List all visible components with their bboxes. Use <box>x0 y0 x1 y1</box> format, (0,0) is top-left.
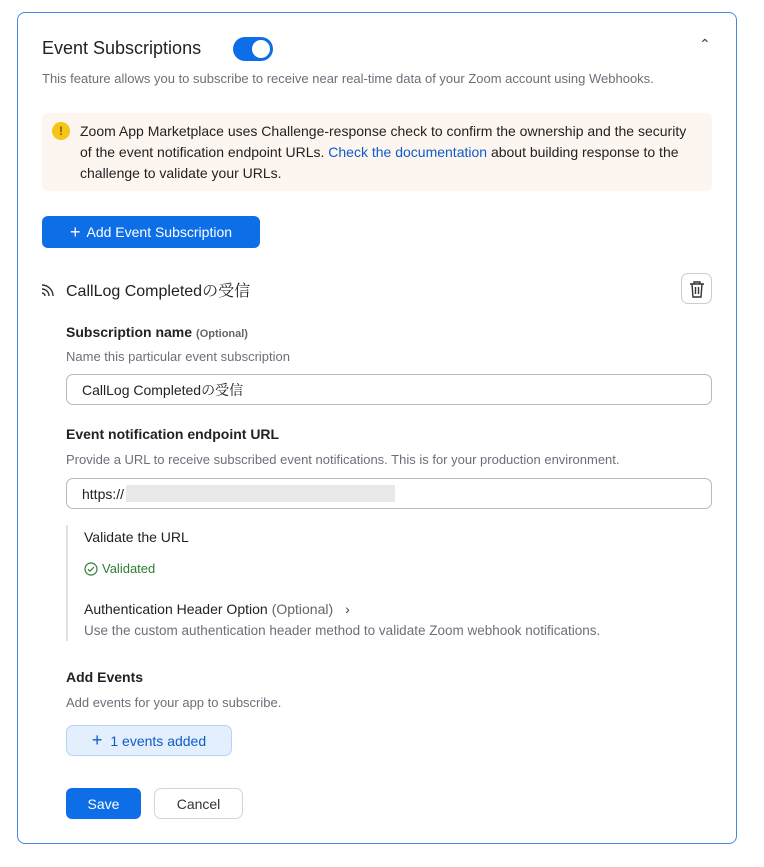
section-description: This feature allows you to subscribe to receive near real-time data of your Zoom account using Webhooks. <box>42 71 654 86</box>
auth-header-label: Authentication Header Option <box>84 601 268 617</box>
auth-optional-tag: (Optional) <box>271 601 334 617</box>
add-event-subscription-button[interactable] <box>42 216 260 248</box>
endpoint-url-label: Event notification endpoint URL <box>66 426 280 442</box>
collapse-chevron-up-icon[interactable]: ⌃ <box>699 36 711 52</box>
validate-url-label: Validate the URL <box>84 529 189 545</box>
optional-tag: (Optional) <box>196 328 248 340</box>
webhook-feed-icon <box>40 279 59 303</box>
add-event-subscription-label: Add Event Subscription <box>86 224 233 240</box>
validation-divider <box>66 525 68 641</box>
check-circle-icon <box>84 562 98 576</box>
chevron-right-icon: › <box>345 601 350 617</box>
endpoint-url-help: Provide a URL to receive subscribed event notifications. This is for your production environment. <box>66 452 620 467</box>
event-subscriptions-toggle[interactable] <box>233 37 273 61</box>
subscription-name-label-text: Subscription name <box>66 324 193 340</box>
alert-text <box>80 121 700 184</box>
validated-text: Validated <box>102 561 156 576</box>
auth-header-option-toggle[interactable] <box>84 601 350 617</box>
add-events-label: Add Events <box>66 669 144 685</box>
endpoint-url-value: https:// <box>82 485 125 502</box>
subscription-name-input[interactable] <box>66 374 712 405</box>
redacted-url <box>126 485 395 502</box>
add-events-help: Add events for your app to subscribe. <box>66 695 282 710</box>
challenge-response-alert <box>42 113 712 191</box>
trash-icon <box>689 280 705 298</box>
subscription-name-value: CallLog Completedの受信 <box>82 381 244 398</box>
subscription-name-label <box>66 324 248 340</box>
plus-icon: + <box>91 730 103 750</box>
save-button[interactable]: Save <box>66 788 141 819</box>
alert-text-after: about building response to the challenge to validate your URLs. <box>80 144 679 181</box>
events-added-label: 1 events added <box>110 732 207 749</box>
section-title: Event Subscriptions <box>42 38 202 58</box>
documentation-link[interactable]: Check the documentation <box>328 144 488 160</box>
plus-icon: + <box>69 221 81 242</box>
cancel-button[interactable]: Cancel <box>154 788 243 819</box>
endpoint-url-input[interactable] <box>66 478 712 509</box>
alert-text-before: Zoom App Marketplace uses Challenge-response check to confirm the ownership and the security of the event notification endpoint URLs. <box>80 123 687 160</box>
subscription-title: CallLog Completedの受信 <box>66 283 251 300</box>
auth-header-help: Use the custom authentication header method to validate Zoom webhook notifications. <box>84 623 601 638</box>
delete-subscription-button[interactable] <box>681 273 712 304</box>
add-events-button[interactable] <box>66 725 232 756</box>
subscription-name-help: Name this particular event subscription <box>66 349 290 364</box>
warning-icon: ! <box>52 122 70 140</box>
validated-status <box>84 561 155 576</box>
